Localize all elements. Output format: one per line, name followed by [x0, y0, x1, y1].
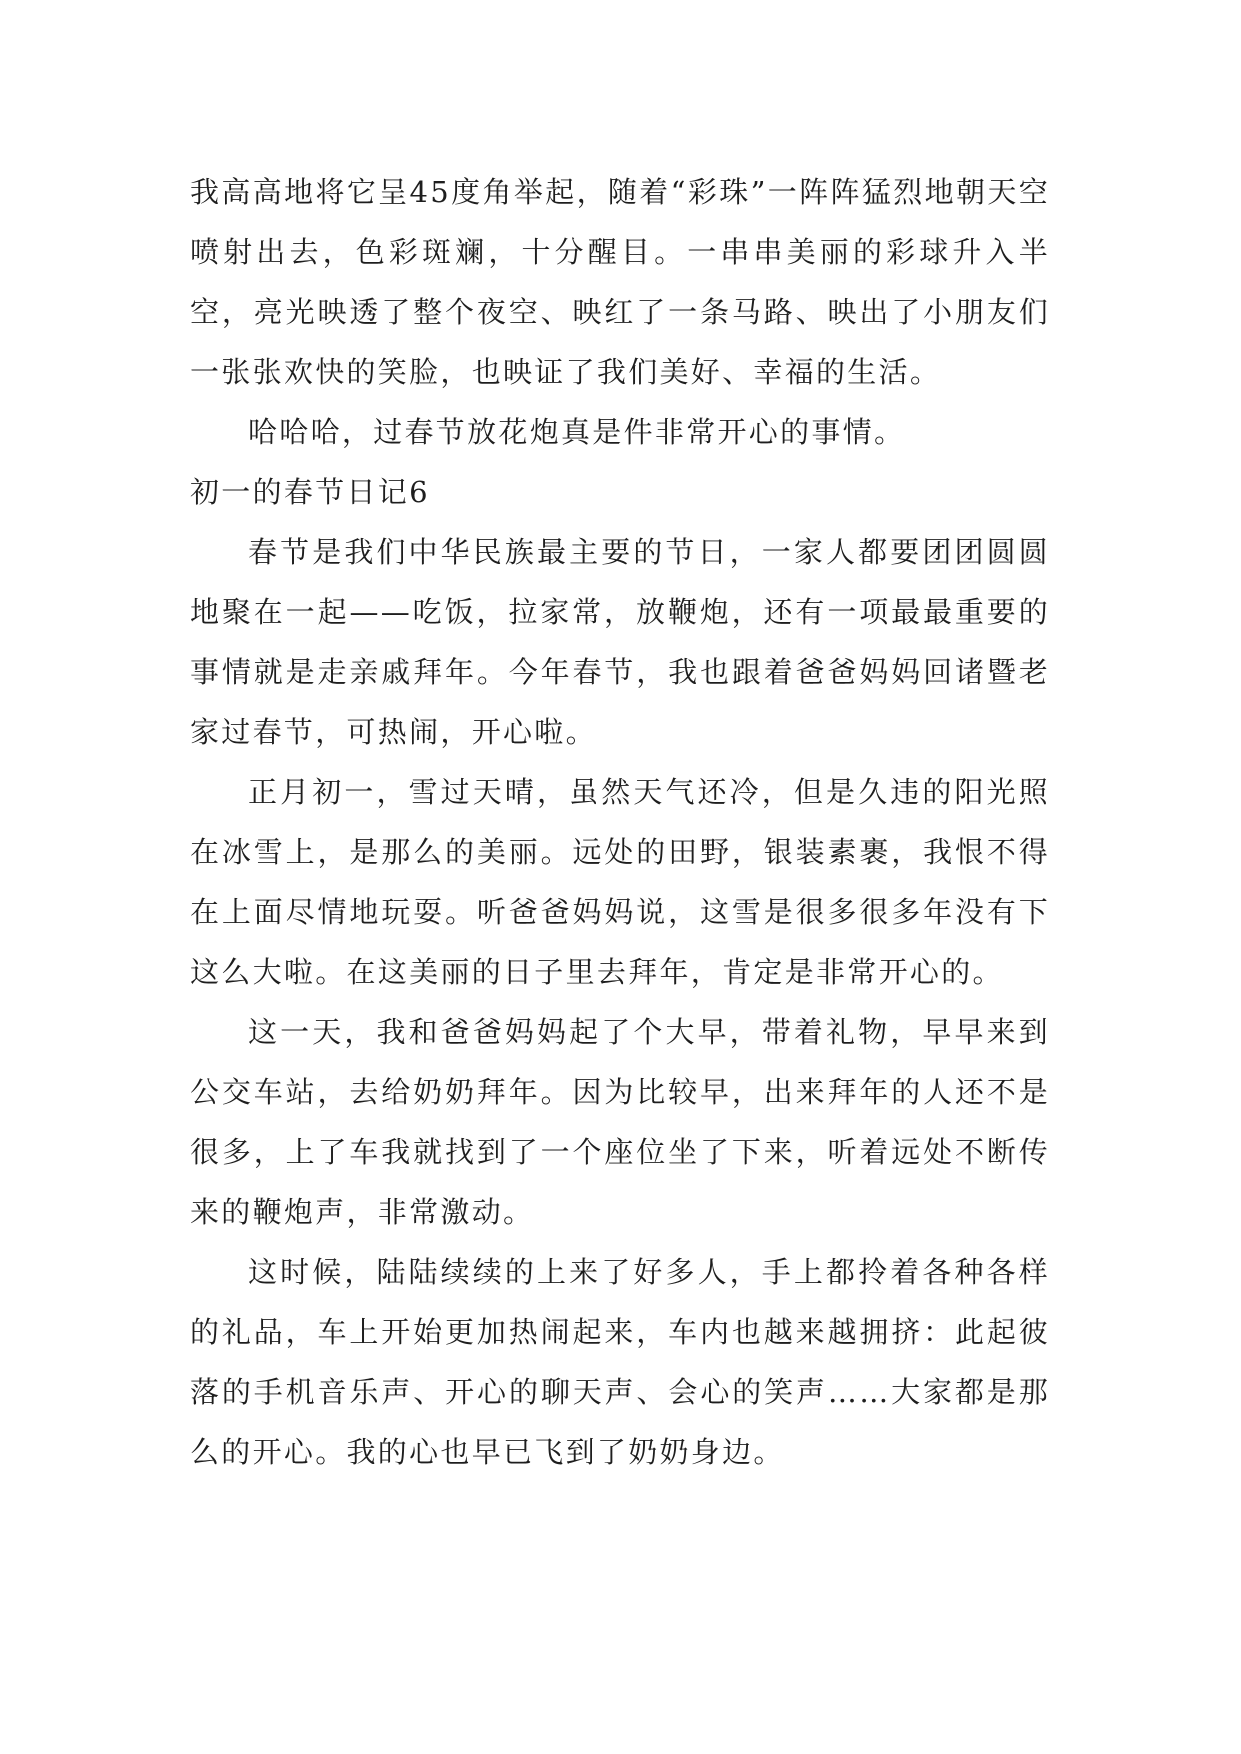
document-body — [190, 162, 1050, 1482]
continued-paragraph: 我高高地将它呈45度角举起，随着“彩珠”一阵阵猛烈地朝天空喷射出去，色彩斑斓，十分醒目。一串串美丽的彩球升入半空，亮光映透了整个夜空、映红了一条马路、映出了小朋友们一张张欢快的笑脸，也映证了我们美好、幸福的生活。 — [190, 175, 1050, 389]
paragraph-2: 正月初一，雪过天晴，虽然天气还冷，但是久违的阳光照在冰雪上，是那么的美丽。远处的田野，银装素裹，我恨不得在上面尽情地玩耍。听爸爸妈妈说，这雪是很多很多年没有下这么大啦。在这美丽的日子里去拜年，肯定是非常开心的。 — [190, 775, 1050, 989]
paragraph-4: 这时候，陆陆续续的上来了好多人，手上都拎着各种各样的礼品，车上开始更加热闹起来，车内也越来越拥挤：此起彼落的手机音乐声、开心的聊天声、会心的笑声……大家都是那么的开心。我的心也早已飞到了奶奶身边。 — [190, 1255, 1050, 1469]
paragraph-1: 春节是我们中华民族最主要的节日，一家人都要团团圆圆地聚在一起——吃饭，拉家常，放鞭炮，还有一项最最重要的事情就是走亲戚拜年。今年春节，我也跟着爸爸妈妈回诸暨老家过春节，可热闹，开心啦。 — [190, 535, 1050, 749]
closing-paragraph: 哈哈哈，过春节放花炮真是件非常开心的事情。 — [248, 415, 906, 449]
paragraph-3: 这一天，我和爸爸妈妈起了个大早，带着礼物，早早来到公交车站，去给奶奶拜年。因为比较早，出来拜年的人还不是很多，上了车我就找到了一个座位坐了下来，听着远处不断传来的鞭炮声，非常激动。 — [190, 1015, 1050, 1229]
section-title: 初一的春节日记6 — [190, 475, 430, 509]
